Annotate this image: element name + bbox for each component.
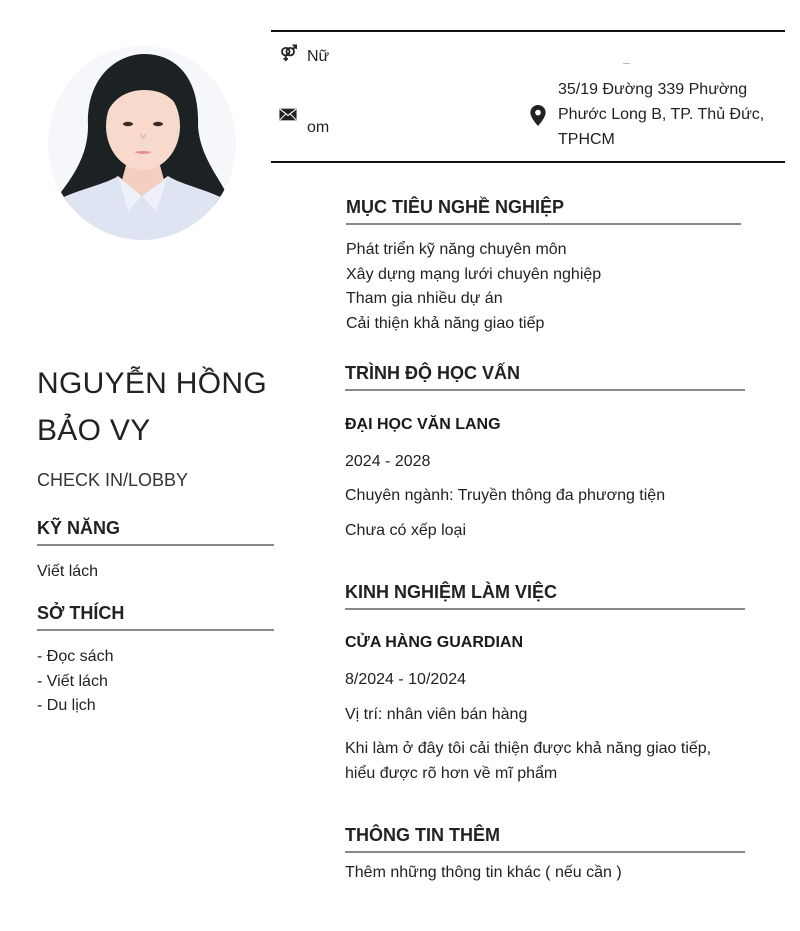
- education-major: Chuyên ngành: Truyền thông đa phương tiện: [345, 487, 666, 504]
- objective-item: Cải thiện khả năng giao tiếp: [346, 314, 545, 332]
- education-period: 2024 - 2028: [345, 453, 431, 470]
- email-value: om: [307, 119, 330, 136]
- envelope-icon: [279, 108, 297, 126]
- phone-placeholder: [623, 63, 630, 64]
- education-heading: TRÌNH ĐỘ HỌC VẤN: [345, 363, 745, 391]
- contact-top-rule: [271, 30, 785, 32]
- hobbies-heading: SỞ THÍCH: [37, 603, 274, 631]
- job-title: CHECK IN/LOBBY: [37, 470, 189, 490]
- education-grade: Chưa có xếp loại: [345, 522, 466, 539]
- contact-email: [307, 115, 329, 140]
- objective-item: Phát triển kỹ năng chuyên môn: [346, 241, 567, 258]
- avatar: [48, 46, 236, 240]
- skills-heading: KỸ NĂNG: [37, 518, 274, 546]
- map-pin-icon: [530, 105, 546, 131]
- experience-position: Vị trí: nhân viên bán hàng: [345, 706, 528, 723]
- additional-heading: THÔNG TIN THÊM: [345, 825, 745, 853]
- school-name: ĐẠI HỌC VĂN LANG: [345, 416, 501, 433]
- contact-gender: [279, 44, 329, 69]
- hobby-item: - Du lịch: [37, 697, 96, 715]
- gender-icon: [279, 44, 297, 62]
- address-line-3: TPHCM: [558, 131, 615, 148]
- name-line-1: NGUYỄN HỒNG: [37, 367, 267, 400]
- candidate-name: [37, 360, 277, 454]
- hobbies-list: [37, 645, 113, 719]
- hobby-item: - Viết lách: [37, 672, 108, 690]
- additional-text: Thêm những thông tin khác ( nếu cần ): [345, 864, 622, 881]
- description-line-2: hiểu được rõ hơn về mĩ phẩm: [345, 764, 558, 782]
- skills-list: [37, 560, 98, 585]
- objective-list: [346, 238, 601, 336]
- address-line-2: Phước Long B, TP. Thủ Đức,: [558, 106, 765, 123]
- gender-value: Nữ: [307, 48, 330, 65]
- portrait-photo: [48, 46, 236, 240]
- experience-heading: KINH NGHIỆM LÀM VIỆC: [345, 582, 745, 610]
- experience-description: [345, 737, 711, 786]
- skill-item: Viết lách: [37, 563, 99, 580]
- objective-heading: MỤC TIÊU NGHỀ NGHIỆP: [346, 197, 741, 225]
- description-line-1: Khi làm ở đây tôi cải thiện được khả năng giao tiếp,: [345, 740, 712, 757]
- hobby-item: - Đọc sách: [37, 648, 114, 665]
- objective-item: Xây dựng mạng lưới chuyên nghiệp: [346, 265, 602, 283]
- experience-period: 8/2024 - 10/2024: [345, 671, 466, 688]
- contact-address: [558, 77, 764, 152]
- name-line-2: BẢO VY: [37, 414, 151, 447]
- company-name: CỬA HÀNG GUARDIAN: [345, 634, 524, 651]
- address-line-1: 35/19 Đường 339 Phường: [558, 81, 748, 98]
- contact-bottom-rule: [271, 161, 785, 163]
- objective-item: Tham gia nhiều dự án: [346, 290, 503, 308]
